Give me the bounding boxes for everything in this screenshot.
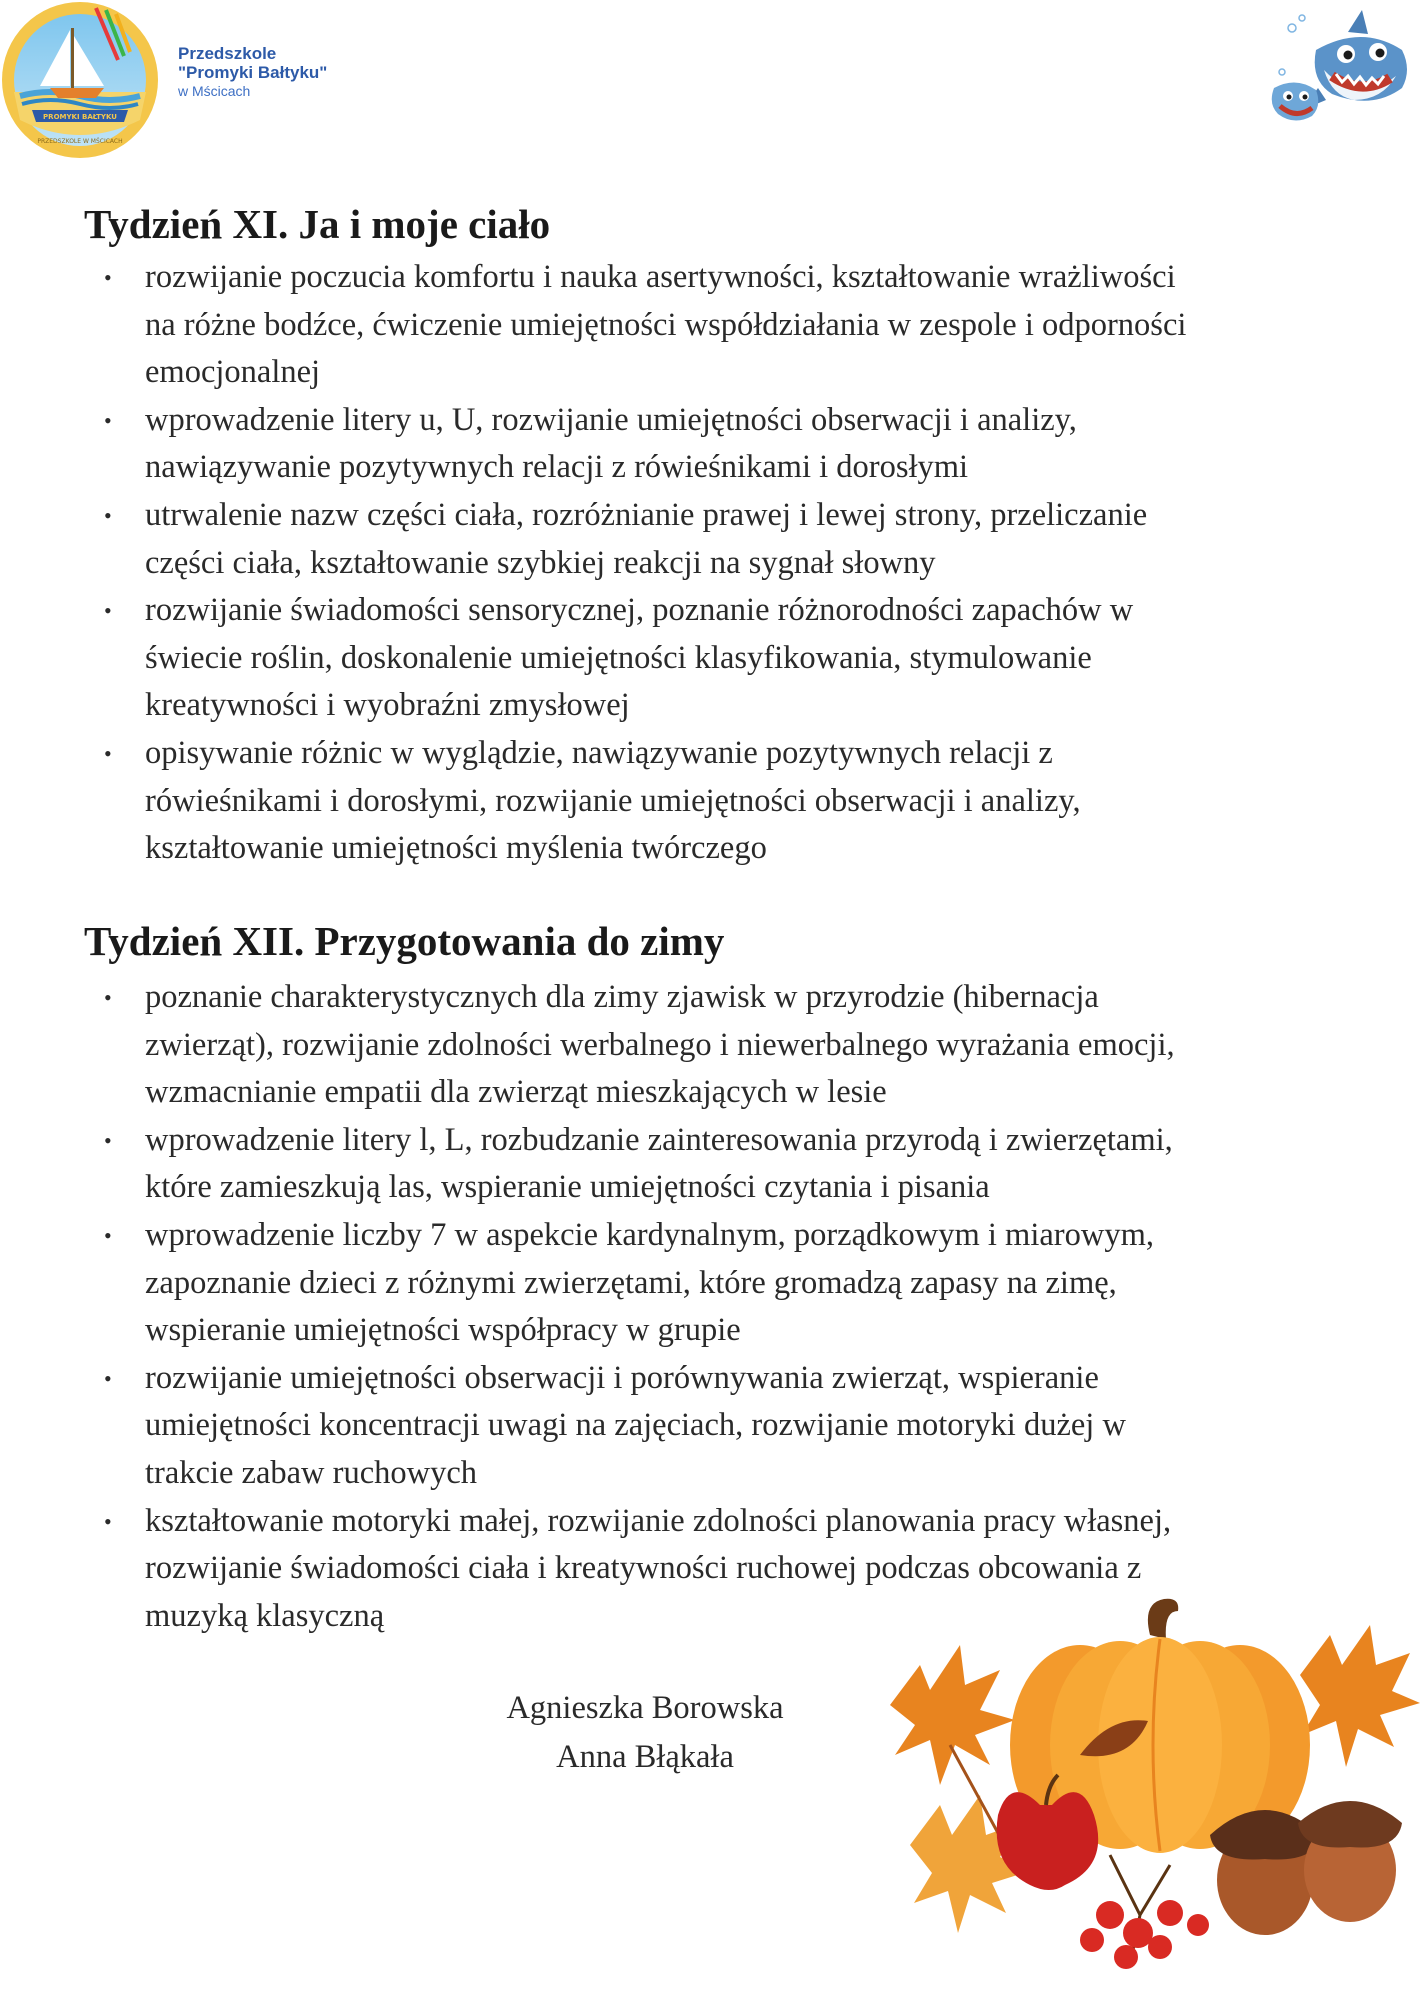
list-item (84, 1117, 1354, 1212)
item-line: rozwijanie umiejętności obserwacji i porównywania zwierząt, wspieranie (145, 1359, 1099, 1396)
list-item (84, 1355, 1354, 1498)
shark-icon (1262, 10, 1422, 150)
item-line: muzyką klasyczną (145, 1597, 385, 1634)
bullet-icon: • (104, 1127, 112, 1153)
logo-text (178, 44, 327, 101)
item-line: rozwijanie poczucia komfortu i nauka asertywności, kształtowanie wrażliwości (145, 259, 1176, 295)
item-line: utrwalenie nazw części ciała, rozróżnianie prawej i lewej strony, przeliczanie (145, 496, 1148, 533)
signature-name-1: Agnieszka Borowska (506, 1690, 784, 1726)
bullet-icon: • (104, 502, 112, 528)
item-line: trakcie zabaw ruchowych (145, 1454, 478, 1491)
section-title-week-11: Tydzień XI. Ja i moje ciało (84, 201, 551, 247)
bullet-icon: • (104, 407, 112, 433)
item-line: rówieśnikami i dorosłymi, rozwijanie umiejętności obserwacji i analizy, (145, 782, 1081, 819)
item-line: które zamieszkują las, wspieranie umiejętności czytania i pisania (145, 1169, 990, 1206)
week-12-list (84, 974, 1354, 1640)
week-11-list (84, 254, 1354, 873)
item-line: części ciała, kształtowanie szybkiej reakcji na sygnał słowny (145, 544, 936, 581)
item-line: zapoznanie dzieci z różnymi zwierzętami, które gromadzą zapasy na zimę, (145, 1264, 1117, 1301)
item-line: zwierząt), rozwijanie zdolności werbalnego i niewerbalnego wyrażania emocji, (145, 1026, 1175, 1063)
autumn-pumpkin-icon (880, 1595, 1420, 2000)
list-item (84, 730, 1354, 873)
item-line: kształtowanie umiejętności myślenia twórczego (145, 830, 767, 867)
item-line: wzmacnianie empatii dla zwierząt mieszkających w lesie (145, 1074, 887, 1111)
section-title-week-12: Tydzień XII. Przygotowania do zimy (84, 918, 725, 964)
bullet-icon: • (104, 985, 112, 1010)
logo-name: Przedszkole (178, 44, 277, 63)
logo-name-2: "Promyki Bałtyku" (178, 63, 328, 82)
bullet-icon: • (104, 740, 112, 766)
item-line: nawiązywanie pozytywnych relacji z rówieśnikami i dorosłymi (145, 449, 969, 486)
item-line: opisywanie różnic w wyglądzie, nawiązywanie pozytywnych relacji z (145, 734, 1053, 771)
item-line: emocjonalnej (145, 354, 321, 391)
list-item (84, 1212, 1354, 1355)
item-line: świecie roślin, doskonalenie umiejętności klasyfikowania, stymulowanie (145, 639, 1092, 676)
item-line: kreatywności i wyobraźni zmysłowej (145, 687, 630, 724)
bullet-icon: • (104, 265, 112, 290)
item-line: rozwijanie świadomości sensorycznej, poznanie różnorodności zapachów w (145, 592, 1134, 629)
list-item (84, 254, 1354, 397)
list-item (84, 974, 1354, 1117)
kindergarten-logo (0, 0, 160, 160)
bullet-icon: • (104, 1222, 112, 1248)
signature (440, 1684, 850, 1782)
bullet-icon: • (104, 598, 112, 624)
item-line: wprowadzenie liczby 7 w aspekcie kardynalnym, porządkowym i miarowym, (145, 1216, 1154, 1253)
list-item (84, 587, 1354, 730)
item-line: na różne bodźce, ćwiczenie umiejętności współdziałania w zespole i odporności (145, 306, 1187, 343)
item-line: umiejętności koncentracji uwagi na zajęciach, rozwijanie motoryki dużej w (145, 1407, 1126, 1444)
item-line: wspieranie umiejętności współpracy w grupie (145, 1312, 741, 1349)
list-item (84, 397, 1354, 492)
logo-ring-text: PRZEDSZKOLE W MŚCICACH (37, 138, 123, 145)
item-line: wprowadzenie litery l, L, rozbudzanie zainteresowania przyrodą i zwierzętami, (145, 1121, 1173, 1158)
item-line: poznanie charakterystycznych dla zimy zjawisk w przyrodzie (hibernacja (145, 979, 1099, 1015)
list-item (84, 492, 1354, 587)
item-line: wprowadzenie litery u, U, rozwijanie umiejętności obserwacji i analizy, (145, 401, 1077, 438)
item-line: rozwijanie świadomości ciała i kreatywności ruchowej podczas obcowania z (145, 1550, 1142, 1587)
item-line: kształtowanie motoryki małej, rozwijanie zdolności planowania pracy własnej, (145, 1502, 1172, 1539)
logo-banner-text: PROMYKI BAŁTYKU (43, 113, 117, 121)
signature-name-2: Anna Błąkała (556, 1739, 734, 1775)
bullet-icon: • (104, 1508, 112, 1534)
bullet-icon: • (104, 1365, 112, 1391)
logo-location: w Mścicach (178, 83, 251, 99)
